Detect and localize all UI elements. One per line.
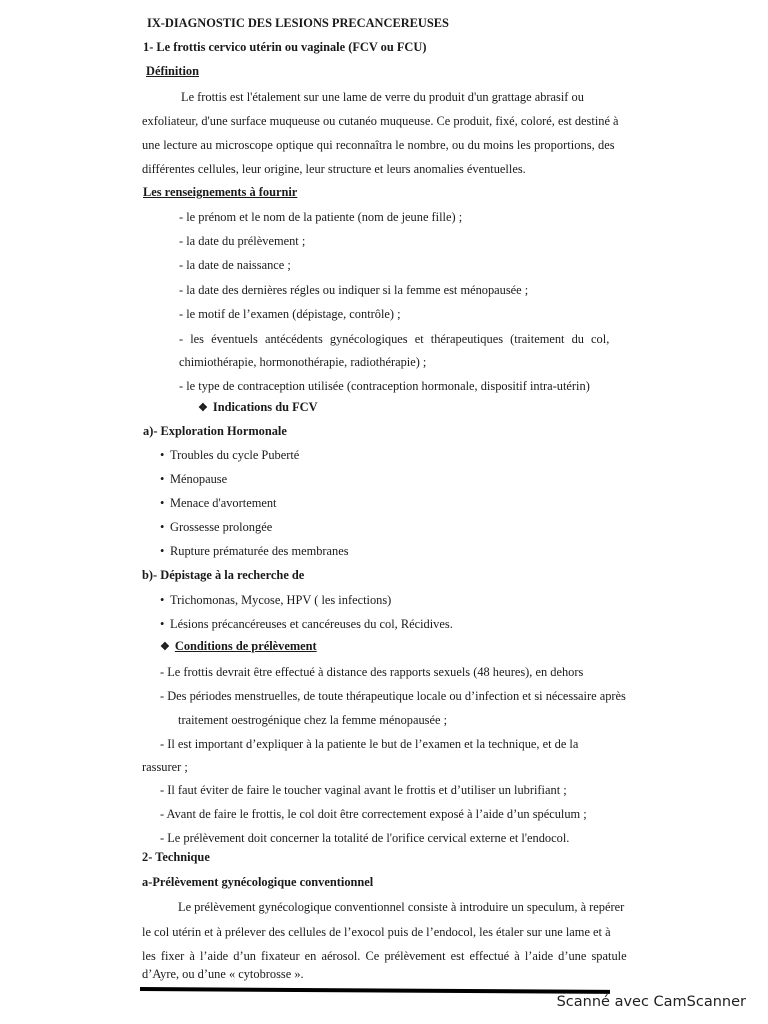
prelevement-title: a-Prélèvement gynécologique conventionnel (142, 875, 374, 889)
condition-line: - Avant de faire le frottis, le col doit être correctement exposé à l’aide d’un spéculum ; (160, 807, 587, 821)
exploration-item-text: Menace d'avortement (170, 496, 277, 510)
prelevement-line-2: le col utérin et à prélever des cellules de l’exocol puis de l’endocol, les étaler sur une lame et à (142, 925, 611, 939)
renseignement-item: - la date des dernières régles ou indiquer si la femme est ménopausée ; (179, 283, 529, 297)
exploration-item (160, 544, 349, 559)
renseignement-item: - les éventuels antécédents gynécologiques et thérapeutiques (traitement du col, (179, 332, 610, 346)
diamond-bullet-icon: ❖ (160, 641, 170, 653)
prelevement-line-3: les fixer à l’aide d’un fixateur en aérosol. Ce prélèvement est effectué à l’aide d’une spatule (142, 949, 627, 963)
prelevement-line-4: d’Ayre, ou d’une « cytobrosse ». (142, 967, 304, 981)
prelevement-line-1: Le prélèvement gynécologique conventionnel consiste à introduire un speculum, à repérer (178, 900, 625, 914)
definition-line-1: Le frottis est l'étalement sur une lame de verre du produit d'un grattage abrasif ou (181, 90, 584, 104)
depistage-item-text: Trichomonas, Mycose, HPV ( les infections) (170, 593, 392, 607)
definition-line-2 (142, 114, 622, 129)
exploration-title: a)- Exploration Hormonale (143, 424, 287, 438)
condition-line-continued: rassurer ; (142, 760, 188, 774)
conditions-title: Conditions de prélèvement (174, 639, 317, 653)
bottom-divider-rule (140, 987, 610, 994)
depistage-item (160, 617, 453, 632)
exploration-item (160, 448, 299, 463)
condition-line: - Il faut éviter de faire le toucher vaginal avant le frottis et d’utiliser un lubrifiant ; (160, 783, 567, 797)
renseignement-item: - la date du prélèvement ; (179, 234, 306, 248)
bullet-dot-icon: • (160, 617, 165, 631)
bullet-dot-icon: • (160, 496, 165, 510)
depistage-item-text: Lésions précancéreuses et cancéreuses du col, Récidives. (170, 617, 453, 631)
condition-line: - Il est important d’expliquer à la patiente le but de l’examen et la technique, et de la (160, 737, 579, 751)
depistage-item (160, 593, 391, 608)
definition-line-3: une lecture au microscope optique qui reconnaîtra le nombre, ou du moins les proportions, des (142, 138, 615, 152)
diamond-bullet-icon: ❖ (198, 402, 208, 414)
indications-title: Indications du FCV (212, 400, 318, 414)
bullet-dot-icon: • (160, 448, 165, 462)
bullet-dot-icon: • (160, 520, 165, 534)
indications-heading (198, 400, 318, 416)
definition-title: Définition (146, 64, 200, 78)
exploration-item-text: Grossesse prolongée (170, 520, 273, 534)
condition-line: - Le frottis devrait être effectué à distance des rapports sexuels (48 heures), en dehors (160, 665, 584, 679)
exploration-item-text: Troubles du cycle Puberté (170, 448, 300, 462)
exploration-item (160, 496, 276, 511)
exploration-item-text: Ménopause (170, 472, 228, 486)
condition-line-continued: traitement oestrogénique chez la femme ménopausée ; (178, 713, 448, 727)
section-1-title: 1- Le frottis cervico utérin ou vaginale (FCV ou FCU) (143, 40, 427, 54)
camscanner-watermark: Scanné avec CamScanner (556, 994, 746, 1010)
renseignement-item: - la date de naissance ; (179, 258, 291, 272)
renseignement-item-continued: chimiothérapie, hormonothérapie, radiothérapie) ; (179, 355, 427, 369)
condition-line: - Des périodes menstruelles, de toute thérapeutique locale ou d’infection et si nécessaire après (160, 689, 626, 703)
conditions-heading (160, 639, 317, 655)
renseignement-item: - le type de contraception utilisée (contraception hormonale, dispositif intra-utérin) (179, 379, 590, 393)
exploration-item-text: Rupture prématurée des membranes (170, 544, 349, 558)
definition-line-4: différentes cellules, leur origine, leur structure et leurs anomalies éventuelles. (142, 162, 526, 176)
renseignement-item: - le motif de l’examen (dépistage, contrôle) ; (179, 307, 401, 321)
bullet-dot-icon: • (160, 544, 165, 558)
definition-line-2-text: exfoliateur, d'une surface muqueuse ou cutanéo muqueuse. Ce produit, fixé, coloré, est destiné à (142, 114, 619, 128)
exploration-item (160, 520, 272, 535)
renseignement-item: - le prénom et le nom de la patiente (nom de jeune fille) ; (179, 210, 463, 224)
depistage-title: b)- Dépistage à la recherche de (142, 568, 305, 582)
technique-title: 2- Technique (142, 850, 210, 864)
exploration-item (160, 472, 227, 487)
document-heading: IX-DIAGNOSTIC DES LESIONS PRECANCEREUSES (147, 16, 449, 30)
condition-line: - Le prélèvement doit concerner la totalité de l'orifice cervical externe et l'endocol. (160, 831, 570, 845)
bullet-dot-icon: • (160, 472, 165, 486)
bullet-dot-icon: • (160, 593, 165, 607)
renseignements-title: Les renseignements à fournir (143, 185, 298, 199)
